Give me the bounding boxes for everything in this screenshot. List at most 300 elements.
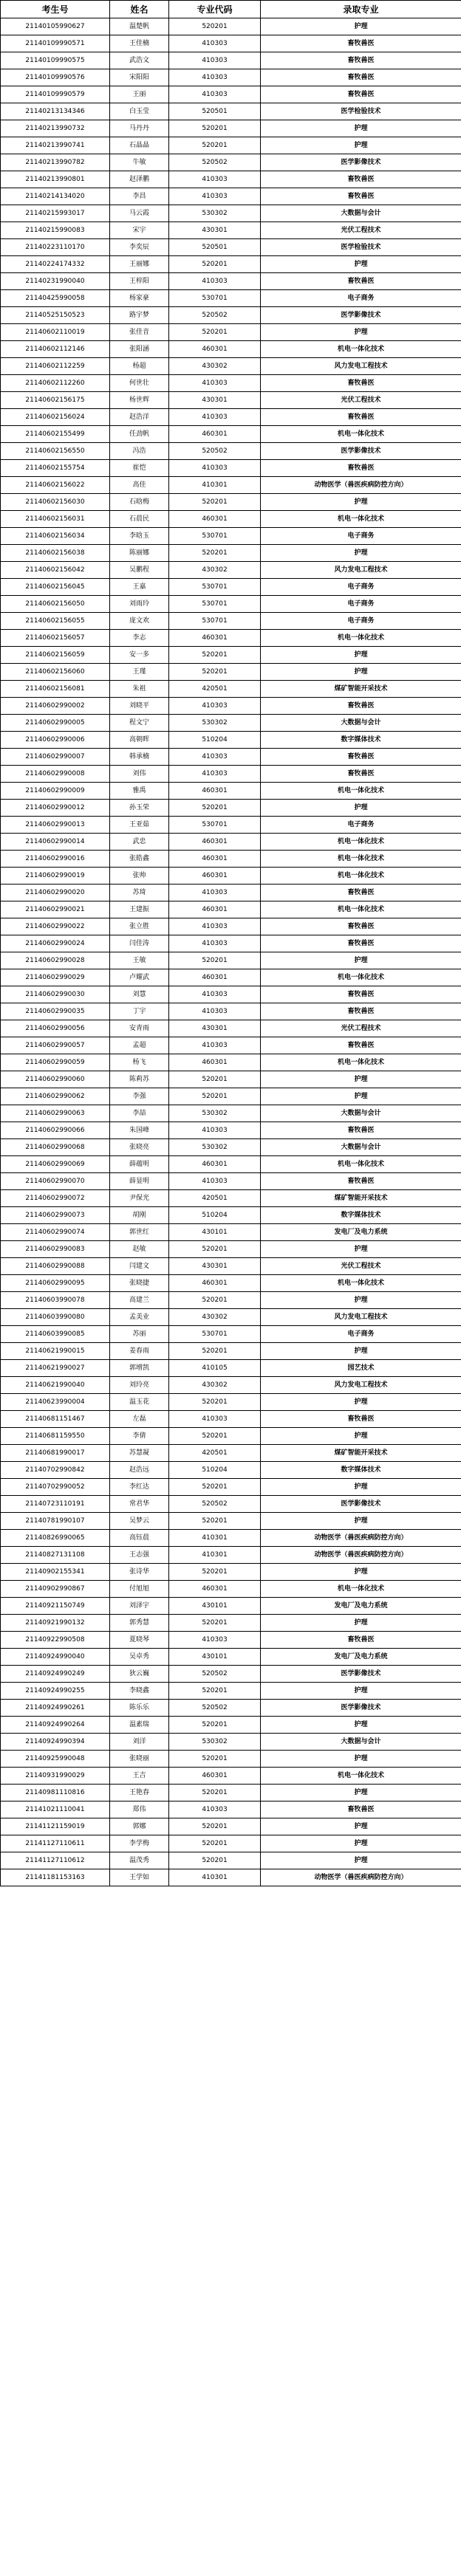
candidate-id-cell: 21140602156031 xyxy=(1,511,110,528)
candidate-id-cell: 21140213990801 xyxy=(1,171,110,188)
name-cell: 高朝晖 xyxy=(110,732,169,749)
major-code-cell: 410301 xyxy=(169,1547,261,1564)
table-row xyxy=(1,834,461,851)
admitted-major-cell: 护理 xyxy=(261,1071,461,1088)
name-cell: 武忠 xyxy=(110,834,169,851)
major-code-cell: 410303 xyxy=(169,188,261,205)
name-cell: 朱祖 xyxy=(110,681,169,698)
name-cell: 刘洋 xyxy=(110,1734,169,1751)
name-cell: 李志 xyxy=(110,630,169,647)
admitted-major-cell: 动物医学（兽医疾病防控方向） xyxy=(261,1869,461,1886)
name-cell: 牛敏 xyxy=(110,154,169,171)
table-row xyxy=(1,935,461,952)
admitted-major-cell: 风力发电工程技术 xyxy=(261,562,461,579)
table-row xyxy=(1,986,461,1003)
admitted-major-cell: 护理 xyxy=(261,1717,461,1734)
major-code-cell: 410303 xyxy=(169,1037,261,1054)
table-row xyxy=(1,18,461,35)
name-cell: 王建振 xyxy=(110,901,169,918)
major-code-cell: 520201 xyxy=(169,1343,261,1360)
major-code-cell: 410303 xyxy=(169,986,261,1003)
name-cell: 李晓鑫 xyxy=(110,1683,169,1700)
admitted-major-cell: 护理 xyxy=(261,18,461,35)
candidate-id-cell: 21140602156050 xyxy=(1,596,110,613)
admitted-major-cell: 护理 xyxy=(261,120,461,137)
admitted-major-cell: 机电一体化技术 xyxy=(261,511,461,528)
candidate-id-cell: 21140602156045 xyxy=(1,579,110,596)
admitted-major-cell: 畜牧兽医 xyxy=(261,1003,461,1020)
table-row xyxy=(1,545,461,562)
major-code-cell: 520201 xyxy=(169,1241,261,1258)
candidate-id-cell: 21140602155754 xyxy=(1,460,110,477)
candidate-id-cell: 21140602990007 xyxy=(1,749,110,766)
table-row xyxy=(1,460,461,477)
major-code-cell: 510204 xyxy=(169,1462,261,1479)
candidate-id-cell: 21140525150523 xyxy=(1,307,110,324)
major-code-cell: 520201 xyxy=(169,1683,261,1700)
table-row xyxy=(1,1190,461,1207)
major-code-cell: 430101 xyxy=(169,1224,261,1241)
table-row xyxy=(1,1037,461,1054)
admitted-major-cell: 护理 xyxy=(261,1751,461,1768)
name-cell: 杨飞 xyxy=(110,1054,169,1071)
table-header-row xyxy=(1,1,461,18)
table-row xyxy=(1,1207,461,1224)
admitted-major-cell: 畜牧兽医 xyxy=(261,698,461,715)
name-cell: 高佳 xyxy=(110,477,169,494)
major-code-cell: 460301 xyxy=(169,511,261,528)
admitted-major-cell: 护理 xyxy=(261,324,461,341)
candidate-id-cell: 21140602990005 xyxy=(1,715,110,732)
admitted-major-cell: 园艺技术 xyxy=(261,1360,461,1377)
admitted-major-cell: 机电一体化技术 xyxy=(261,969,461,986)
table-row xyxy=(1,120,461,137)
table-row xyxy=(1,1139,461,1156)
table-row xyxy=(1,511,461,528)
table-row xyxy=(1,256,461,273)
admitted-major-cell: 光伏工程技术 xyxy=(261,1020,461,1037)
admitted-major-cell: 机电一体化技术 xyxy=(261,426,461,443)
candidate-id-cell: 21140602156081 xyxy=(1,681,110,698)
name-cell: 闫建文 xyxy=(110,1258,169,1275)
candidate-id-cell: 21140922990508 xyxy=(1,1632,110,1649)
header-admitted-major: 录取专业 xyxy=(261,1,461,18)
major-code-cell: 520201 xyxy=(169,1428,261,1445)
candidate-id-cell: 21141121159019 xyxy=(1,1818,110,1835)
name-cell: 郑伟 xyxy=(110,1802,169,1818)
table-row xyxy=(1,1869,461,1886)
admitted-major-cell: 护理 xyxy=(261,1292,461,1309)
admitted-major-cell: 畜牧兽医 xyxy=(261,171,461,188)
table-body xyxy=(1,18,461,1886)
candidate-id-cell: 21140213990732 xyxy=(1,120,110,137)
major-code-cell: 520201 xyxy=(169,664,261,681)
table-row xyxy=(1,1411,461,1428)
admitted-major-cell: 机电一体化技术 xyxy=(261,1054,461,1071)
major-code-cell: 520201 xyxy=(169,1071,261,1088)
name-cell: 苏琦 xyxy=(110,885,169,901)
table-row xyxy=(1,1377,461,1394)
admitted-major-cell: 护理 xyxy=(261,1343,461,1360)
name-cell: 苏慧凝 xyxy=(110,1445,169,1462)
admitted-major-cell: 畜牧兽医 xyxy=(261,918,461,935)
major-code-cell: 530701 xyxy=(169,596,261,613)
name-cell: 张帅 xyxy=(110,868,169,885)
candidate-id-cell: 21140602155499 xyxy=(1,426,110,443)
major-code-cell: 520201 xyxy=(169,324,261,341)
candidate-id-cell: 21140231990040 xyxy=(1,273,110,290)
candidate-id-cell: 21140924990261 xyxy=(1,1700,110,1717)
admitted-major-cell: 护理 xyxy=(261,1818,461,1835)
candidate-id-cell: 21140602156057 xyxy=(1,630,110,647)
major-code-cell: 430302 xyxy=(169,562,261,579)
major-code-cell: 520201 xyxy=(169,1852,261,1869)
candidate-id-cell: 21140602156042 xyxy=(1,562,110,579)
table-row xyxy=(1,35,461,52)
name-cell: 王丽 xyxy=(110,86,169,103)
candidate-id-cell: 21140603990080 xyxy=(1,1309,110,1326)
major-code-cell: 530701 xyxy=(169,290,261,307)
major-code-cell: 520201 xyxy=(169,120,261,137)
table-row xyxy=(1,1802,461,1818)
table-row xyxy=(1,375,461,392)
major-code-cell: 420501 xyxy=(169,1190,261,1207)
major-code-cell: 520201 xyxy=(169,647,261,664)
candidate-id-cell: 21140425990058 xyxy=(1,290,110,307)
table-row xyxy=(1,749,461,766)
major-code-cell: 520501 xyxy=(169,103,261,120)
candidate-id-cell: 21140621990040 xyxy=(1,1377,110,1394)
name-cell: 王艳春 xyxy=(110,1785,169,1802)
admitted-major-cell: 畜牧兽医 xyxy=(261,86,461,103)
admitted-major-cell: 大数据与会计 xyxy=(261,1734,461,1751)
admitted-major-cell: 医学检验技术 xyxy=(261,239,461,256)
name-cell: 张诗华 xyxy=(110,1564,169,1581)
admitted-major-cell: 畜牧兽医 xyxy=(261,52,461,69)
name-cell: 杨世辉 xyxy=(110,392,169,409)
name-cell: 刘雨玲 xyxy=(110,596,169,613)
name-cell: 石晗梅 xyxy=(110,494,169,511)
admitted-major-cell: 电子商务 xyxy=(261,528,461,545)
major-code-cell: 410303 xyxy=(169,375,261,392)
candidate-id-cell: 21140602990074 xyxy=(1,1224,110,1241)
name-cell: 石晶晶 xyxy=(110,137,169,154)
name-cell: 胡刚 xyxy=(110,1207,169,1224)
admitted-major-cell: 护理 xyxy=(261,1835,461,1852)
candidate-id-cell: 21141181153163 xyxy=(1,1869,110,1886)
name-cell: 刘泽宇 xyxy=(110,1598,169,1615)
candidate-id-cell: 21140723110191 xyxy=(1,1496,110,1513)
admitted-major-cell: 发电厂及电力系统 xyxy=(261,1598,461,1615)
table-row xyxy=(1,154,461,171)
candidate-id-cell: 21140602156175 xyxy=(1,392,110,409)
header-name: 姓名 xyxy=(110,1,169,18)
candidate-id-cell: 21140602156055 xyxy=(1,613,110,630)
admitted-major-cell: 畜牧兽医 xyxy=(261,273,461,290)
admitted-major-cell: 机电一体化技术 xyxy=(261,783,461,800)
admitted-major-cell: 畜牧兽医 xyxy=(261,1802,461,1818)
major-code-cell: 520201 xyxy=(169,1564,261,1581)
candidate-id-cell: 21140223110170 xyxy=(1,239,110,256)
candidate-id-cell: 21140105990627 xyxy=(1,18,110,35)
table-row xyxy=(1,307,461,324)
admitted-major-cell: 畜牧兽医 xyxy=(261,1122,461,1139)
table-row xyxy=(1,1547,461,1564)
admitted-major-cell: 护理 xyxy=(261,1241,461,1258)
name-cell: 张皓鑫 xyxy=(110,851,169,868)
table-row xyxy=(1,1122,461,1139)
candidate-id-cell: 21140931990029 xyxy=(1,1768,110,1785)
major-code-cell: 410303 xyxy=(169,1122,261,1139)
table-row xyxy=(1,952,461,969)
table-row xyxy=(1,613,461,630)
name-cell: 薛蕴明 xyxy=(110,1156,169,1173)
table-row xyxy=(1,681,461,698)
name-cell: 赵浩远 xyxy=(110,1462,169,1479)
name-cell: 张晓亮 xyxy=(110,1139,169,1156)
major-code-cell: 530701 xyxy=(169,817,261,834)
table-row xyxy=(1,1241,461,1258)
major-code-cell: 430301 xyxy=(169,1258,261,1275)
name-cell: 王瑾 xyxy=(110,664,169,681)
candidate-id-cell: 21140702990842 xyxy=(1,1462,110,1479)
major-code-cell: 430302 xyxy=(169,1309,261,1326)
major-code-cell: 430302 xyxy=(169,358,261,375)
name-cell: 温茂秀 xyxy=(110,1852,169,1869)
name-cell: 刘慧 xyxy=(110,986,169,1003)
admitted-major-cell: 畜牧兽医 xyxy=(261,460,461,477)
major-code-cell: 530701 xyxy=(169,579,261,596)
major-code-cell: 520201 xyxy=(169,1615,261,1632)
candidate-id-cell: 21140981110816 xyxy=(1,1785,110,1802)
candidate-id-cell: 21140902990867 xyxy=(1,1581,110,1598)
table-row xyxy=(1,426,461,443)
table-row xyxy=(1,1768,461,1785)
table-row xyxy=(1,1156,461,1173)
major-code-cell: 420501 xyxy=(169,1445,261,1462)
admitted-major-cell: 护理 xyxy=(261,1428,461,1445)
table-row xyxy=(1,1717,461,1734)
name-cell: 王学如 xyxy=(110,1869,169,1886)
major-code-cell: 520201 xyxy=(169,18,261,35)
table-row xyxy=(1,137,461,154)
major-code-cell: 430101 xyxy=(169,1649,261,1666)
candidate-id-cell: 21140602990083 xyxy=(1,1241,110,1258)
candidate-id-cell: 21140603990085 xyxy=(1,1326,110,1343)
name-cell: 孙玉荣 xyxy=(110,800,169,817)
candidate-id-cell: 21140681990017 xyxy=(1,1445,110,1462)
candidate-id-cell: 21140602990062 xyxy=(1,1088,110,1105)
candidate-id-cell: 21140902155341 xyxy=(1,1564,110,1581)
table-row xyxy=(1,1428,461,1445)
admitted-major-cell: 畜牧兽医 xyxy=(261,1037,461,1054)
name-cell: 卢耀武 xyxy=(110,969,169,986)
admitted-major-cell: 数字媒体技术 xyxy=(261,1207,461,1224)
admitted-major-cell: 电子商务 xyxy=(261,817,461,834)
table-row xyxy=(1,885,461,901)
admitted-major-cell: 电子商务 xyxy=(261,613,461,630)
admitted-major-cell: 畜牧兽医 xyxy=(261,409,461,426)
name-cell: 李喆 xyxy=(110,1105,169,1122)
candidate-id-cell: 21140602990035 xyxy=(1,1003,110,1020)
admitted-major-cell: 大数据与会计 xyxy=(261,1139,461,1156)
admitted-major-cell: 大数据与会计 xyxy=(261,1105,461,1122)
name-cell: 朱国峰 xyxy=(110,1122,169,1139)
header-candidate-id: 考生号 xyxy=(1,1,110,18)
admitted-major-cell: 护理 xyxy=(261,1852,461,1869)
admitted-major-cell: 畜牧兽医 xyxy=(261,1173,461,1190)
candidate-id-cell: 21140215990083 xyxy=(1,222,110,239)
admitted-major-cell: 光伏工程技术 xyxy=(261,222,461,239)
table-row xyxy=(1,1530,461,1547)
name-cell: 夏晓琴 xyxy=(110,1632,169,1649)
table-row xyxy=(1,1632,461,1649)
major-code-cell: 420501 xyxy=(169,681,261,698)
major-code-cell: 410303 xyxy=(169,69,261,86)
candidate-id-cell: 21140602990072 xyxy=(1,1190,110,1207)
major-code-cell: 520201 xyxy=(169,1088,261,1105)
major-code-cell: 520201 xyxy=(169,1292,261,1309)
admitted-major-cell: 机电一体化技术 xyxy=(261,1156,461,1173)
table-row xyxy=(1,1598,461,1615)
name-cell: 刘玲亮 xyxy=(110,1377,169,1394)
major-code-cell: 410303 xyxy=(169,1632,261,1649)
admitted-major-cell: 畜牧兽医 xyxy=(261,69,461,86)
candidate-id-cell: 21140213990782 xyxy=(1,154,110,171)
admitted-major-cell: 护理 xyxy=(261,664,461,681)
candidate-id-cell: 21140921150749 xyxy=(1,1598,110,1615)
major-code-cell: 410303 xyxy=(169,460,261,477)
candidate-id-cell: 21140602990014 xyxy=(1,834,110,851)
table-row xyxy=(1,443,461,460)
name-cell: 王吉 xyxy=(110,1768,169,1785)
name-cell: 宋宇 xyxy=(110,222,169,239)
admitted-major-cell: 动物医学（兽医疾病防控方向） xyxy=(261,1530,461,1547)
admitted-major-cell: 数字媒体技术 xyxy=(261,1462,461,1479)
admitted-major-cell: 护理 xyxy=(261,800,461,817)
table-row xyxy=(1,1462,461,1479)
admitted-major-cell: 风力发电工程技术 xyxy=(261,1309,461,1326)
admitted-major-cell: 畜牧兽医 xyxy=(261,749,461,766)
name-cell: 白玉莹 xyxy=(110,103,169,120)
candidate-id-cell: 21140602990008 xyxy=(1,766,110,783)
candidate-id-cell: 21140602156060 xyxy=(1,664,110,681)
candidate-id-cell: 21140621990015 xyxy=(1,1343,110,1360)
name-cell: 陈丽娜 xyxy=(110,545,169,562)
candidate-id-cell: 21140109990576 xyxy=(1,69,110,86)
name-cell: 李奕辰 xyxy=(110,239,169,256)
name-cell: 赵浩洋 xyxy=(110,409,169,426)
major-code-cell: 460301 xyxy=(169,1156,261,1173)
major-code-cell: 520201 xyxy=(169,1717,261,1734)
candidate-id-cell: 21140621990027 xyxy=(1,1360,110,1377)
table-row xyxy=(1,1394,461,1411)
name-cell: 温玉花 xyxy=(110,1394,169,1411)
major-code-cell: 530701 xyxy=(169,1326,261,1343)
table-row xyxy=(1,341,461,358)
major-code-cell: 410303 xyxy=(169,749,261,766)
name-cell: 苏丽 xyxy=(110,1326,169,1343)
candidate-id-cell: 21140826990065 xyxy=(1,1530,110,1547)
name-cell: 张晓丽 xyxy=(110,1751,169,1768)
major-code-cell: 460301 xyxy=(169,1768,261,1785)
candidate-id-cell: 21140602156034 xyxy=(1,528,110,545)
name-cell: 王敏 xyxy=(110,952,169,969)
admitted-major-cell: 医学影像技术 xyxy=(261,307,461,324)
table-row xyxy=(1,239,461,256)
name-cell: 郭秀慧 xyxy=(110,1615,169,1632)
major-code-cell: 520201 xyxy=(169,1785,261,1802)
name-cell: 武浩文 xyxy=(110,52,169,69)
major-code-cell: 460301 xyxy=(169,901,261,918)
major-code-cell: 520502 xyxy=(169,1666,261,1683)
name-cell: 韩承楠 xyxy=(110,749,169,766)
candidate-id-cell: 21140602990028 xyxy=(1,952,110,969)
candidate-id-cell: 21140602990030 xyxy=(1,986,110,1003)
table-row xyxy=(1,1054,461,1071)
name-cell: 狄云巍 xyxy=(110,1666,169,1683)
admitted-major-cell: 畜牧兽医 xyxy=(261,188,461,205)
table-row xyxy=(1,596,461,613)
table-row xyxy=(1,1071,461,1088)
admitted-major-cell: 机电一体化技术 xyxy=(261,1275,461,1292)
name-cell: 王梓阳 xyxy=(110,273,169,290)
major-code-cell: 410303 xyxy=(169,1411,261,1428)
candidate-id-cell: 21140602990029 xyxy=(1,969,110,986)
major-code-cell: 510204 xyxy=(169,732,261,749)
table-row xyxy=(1,477,461,494)
candidate-id-cell: 21140602112259 xyxy=(1,358,110,375)
major-code-cell: 460301 xyxy=(169,426,261,443)
major-code-cell: 410303 xyxy=(169,935,261,952)
name-cell: 马丹丹 xyxy=(110,120,169,137)
admitted-major-cell: 机电一体化技术 xyxy=(261,868,461,885)
admitted-major-cell: 大数据与会计 xyxy=(261,205,461,222)
name-cell: 左磊 xyxy=(110,1411,169,1428)
table-row xyxy=(1,1700,461,1717)
admitted-major-cell: 医学影像技术 xyxy=(261,443,461,460)
table-row xyxy=(1,647,461,664)
candidate-id-cell: 21140602990060 xyxy=(1,1071,110,1088)
admitted-major-cell: 动物医学（兽医疾病防控方向） xyxy=(261,477,461,494)
candidate-id-cell: 21140602990021 xyxy=(1,901,110,918)
candidate-id-cell: 21140602990016 xyxy=(1,851,110,868)
name-cell: 薛显明 xyxy=(110,1173,169,1190)
name-cell: 赵敏 xyxy=(110,1241,169,1258)
table-row xyxy=(1,1666,461,1683)
name-cell: 孟超 xyxy=(110,1037,169,1054)
candidate-id-cell: 21140602990069 xyxy=(1,1156,110,1173)
candidate-id-cell: 21140109990571 xyxy=(1,35,110,52)
candidate-id-cell: 21140602990070 xyxy=(1,1173,110,1190)
admitted-major-cell: 护理 xyxy=(261,1394,461,1411)
table-row xyxy=(1,562,461,579)
admitted-major-cell: 护理 xyxy=(261,256,461,273)
major-code-cell: 520201 xyxy=(169,1751,261,1768)
candidate-id-cell: 21140602112260 xyxy=(1,375,110,392)
name-cell: 陈乐乐 xyxy=(110,1700,169,1717)
name-cell: 石晨民 xyxy=(110,511,169,528)
candidate-id-cell: 21140602110019 xyxy=(1,324,110,341)
name-cell: 李强 xyxy=(110,1088,169,1105)
name-cell: 雅禹 xyxy=(110,783,169,800)
major-code-cell: 520201 xyxy=(169,1835,261,1852)
table-row xyxy=(1,698,461,715)
candidate-id-cell: 21140213990741 xyxy=(1,137,110,154)
admitted-major-cell: 动物医学（兽医疾病防控方向） xyxy=(261,1547,461,1564)
admitted-major-cell: 护理 xyxy=(261,1615,461,1632)
candidate-id-cell: 21140109990579 xyxy=(1,86,110,103)
